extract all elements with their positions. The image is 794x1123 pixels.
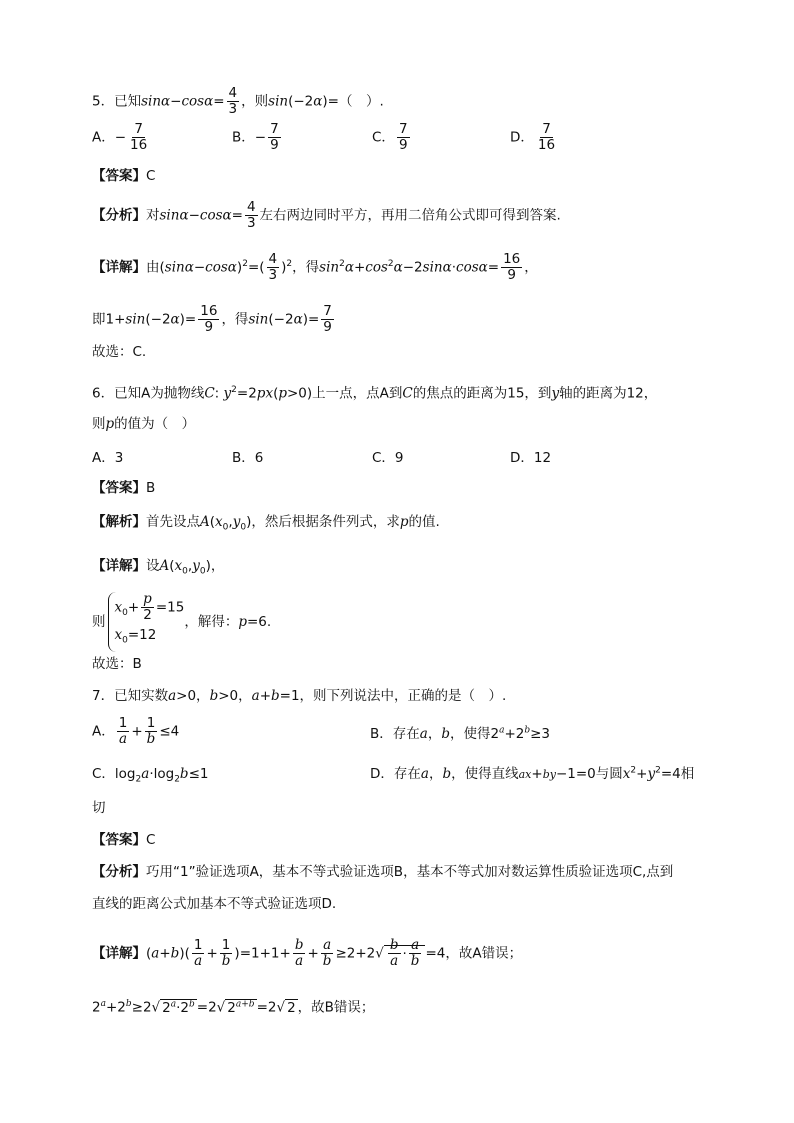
q6-option-c: C．9 xyxy=(372,450,404,466)
q6-answer: 【答案】B xyxy=(92,480,156,496)
q5-option-b: B．− $\frac{7}{9}$ xyxy=(232,121,279,153)
q5-option-c: C． $\frac{7}{9}$ xyxy=(372,121,408,153)
q6-detail-line1: 【详解】设$A(x_0,y_0)$， xyxy=(92,558,225,577)
q7-analysis-line1: 【分析】巧用“1”验证选项A，基本不等式验证选项B，基本不等式加对数运算性质验证选项C,点到 xyxy=(92,864,674,880)
q6-analysis: 【解析】首先设点$A(x_0,y_0)$，然后根据条件列式，求p的值. xyxy=(92,514,440,533)
q7-detail-line1: 【详解】(a+b)( $\frac{1}{a}$ + $\frac{1}{b}$ )=1+1+ $\frac{b}{a}$ + $\frac{a}{b}$ ≥2+2√ $\frac{b}{a}$ · $\frac{a}{b}$ =4，故A错误； xyxy=(92,937,523,969)
q5-stem: 5．已知sinα−cosα= $\frac{4}{3}$ ，则sin(−2α)=（ ）. xyxy=(92,85,384,117)
q5-detail-line1: 【详解】由$(\sin\alpha-\cos\alpha)^2=$( $\frac{4}{3}$ )$^2$，得$\sin^2\alpha+\cos^2\alpha-2\sin\alpha\cdot\cos\alpha=$ $\frac{16}{9}$ ， xyxy=(92,251,538,283)
q6-option-d: D．12 xyxy=(510,450,552,466)
q7-option-b: B．存在a，b，使得$2^a+2^b\ge 3$ xyxy=(370,725,551,742)
q5-conclusion: 故选：C. xyxy=(92,344,147,360)
q7-detail-line2: $2^a+2^b\ge 2√$ $2^a\cdot 2^b =2√$ $2^{a+b} =2√$ 2 ，故B错误； xyxy=(92,999,375,1016)
q6-option-a: A．3 xyxy=(92,450,124,466)
q6-option-b: B．6 xyxy=(232,450,264,466)
q7-stem: 7．已知实数a>0，b>0，a+b=1，则下列说法中，正确的是（ ）. xyxy=(92,688,507,704)
q6-stem-line2: 则p的值为（ ） xyxy=(92,416,196,432)
q5-analysis: 【分析】对sinα−cosα= $\frac{4}{3}$ 左右两边同时平方，再用二倍角公式即可得到答案. xyxy=(92,199,561,231)
q5-detail-line2: 即1+sin(−2α)= $\frac{16}{9}$ ，得sin(−2α)= $\frac{7}{9}$ xyxy=(92,303,332,335)
q7-option-d: D．存在a，b，使得直线ax+by−1=0与圆$x^2+y^2=4$相 xyxy=(370,765,695,782)
q7-option-a: A． $\frac{1}{a}$ + $\frac{1}{b}$ ≤4 xyxy=(92,715,180,747)
q7-answer: 【答案】C xyxy=(92,832,156,848)
q6-conclusion: 故选：B xyxy=(92,656,142,672)
document-page xyxy=(92,0,712,1123)
q7-option-d-continued: 切 xyxy=(92,800,106,816)
q7-analysis-line2: 直线的距离公式加基本不等式验证选项D. xyxy=(92,896,337,912)
q5-answer: 【答案】C xyxy=(92,168,156,184)
q5-option-a: A．− $\frac{7}{16}$ xyxy=(92,121,148,153)
q6-detail-line2: 则 $x_0+$ $\frac{p}{2}$ =15 $x_0=12$ ，解得：p=6. xyxy=(92,592,271,652)
q7-option-c: C．$\log_2a\cdot\log_2b\le 1$ xyxy=(92,766,209,785)
q5-option-d: D． $\frac{7}{16}$ xyxy=(510,121,556,153)
q6-stem-line1: 6．已知A为抛物线C: $y^2=2px(p>0)$上一点，点A到C的焦点的距离为15，到y轴的距离为12， xyxy=(92,385,658,402)
